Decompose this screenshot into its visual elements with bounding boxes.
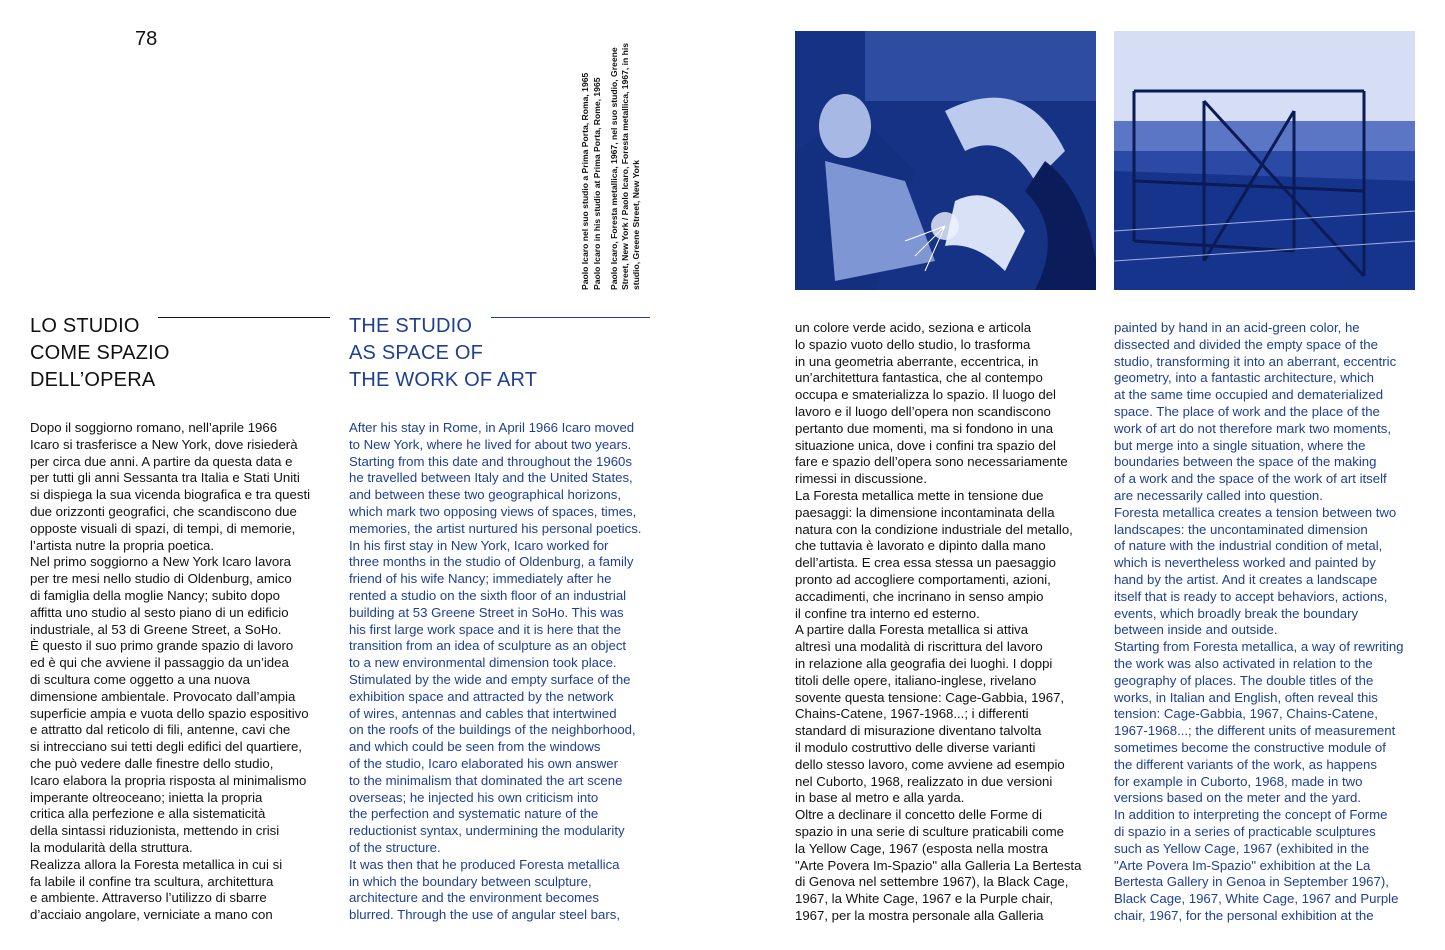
text-line: in una geometria aberrante, eccentrica, in (795, 353, 1039, 369)
text-line: dello stesso lavoro, come avviene ad esempio (795, 756, 1065, 772)
text-line: dell’artista. E crea essa stessa un paesaggio (795, 555, 1056, 571)
text-line: three months in the studio of Oldenburg, a family (349, 554, 634, 570)
text-line: critica alla perfezione e alla sistematicità (30, 806, 266, 822)
text-line: sometimes become the constructive module of (1114, 739, 1386, 755)
text-line: which mark two opposing views of spaces, times, (349, 503, 637, 519)
text-line: landscapes: the uncontaminated dimension (1114, 521, 1368, 537)
text-line: in base al metro e alla yarda. (795, 790, 965, 806)
text-line: fa labile il confine tra scultura, architettura (30, 873, 274, 889)
text-line: lo spazio vuoto dello studio, lo trasforma (795, 336, 1031, 352)
heading-english (349, 313, 537, 394)
text-line: Icaro si trasferisce a New York, dove risiederà (30, 436, 298, 452)
text-line: "Arte Povera Im-Spazio" alla Galleria La Bertesta (795, 857, 1082, 873)
heading-italian-line-3: DELL’OPERA (30, 369, 156, 391)
text-line: he travelled between Italy and the United States, (349, 470, 633, 486)
text-line: In addition to interpreting the concept of Forme (1114, 807, 1388, 823)
text-line: e ambiente. Attraverso l’utilizzo di sbarre (30, 890, 267, 906)
text-line: Starting from Foresta metallica, a way of rewriting (1114, 639, 1404, 655)
text-line: his first large work space and it is here that the (349, 621, 621, 637)
text-line: Icaro elabora la propria risposta al minimalismo (30, 772, 307, 788)
text-line: la modularità della struttura. (30, 839, 193, 855)
text-line: altresì una modalità di riscrittura del lavoro (795, 639, 1043, 655)
text-line: paesaggi: la dimensione incontaminata della (795, 504, 1055, 520)
text-line: che tuttavia è lavorato e dipinto dalla mano (795, 538, 1046, 554)
text-line: per tutti gli anni Sessanta tra Italia e Stati Uniti (30, 470, 300, 486)
text-line: between inside and outside. (1114, 622, 1278, 638)
text-line: imperante oltreoceano; inietta la propria (30, 789, 263, 805)
text-line: which is nevertheless worked and painted by (1114, 555, 1376, 571)
heading-english-line-1: THE STUDIO (349, 315, 473, 337)
text-line: 1967, per la mostra personale alla Galleria (795, 907, 1044, 923)
text-line: Oltre a declinare il concetto delle Forme di (795, 807, 1043, 823)
text-line: memories, the artist nurtured his personal poetics. (349, 520, 642, 536)
text-line: After his stay in Rome, in April 1966 Icaro moved (349, 420, 635, 435)
text-line: for example in Cuborto, 1968, made in two (1114, 773, 1363, 789)
text-line: building at 53 Greene Street in SoHo. This was (349, 604, 624, 620)
text-line: situazione unica, dove i confini tra spazio del (795, 437, 1056, 453)
text-line: La Foresta metallica mette in tensione due (795, 487, 1044, 503)
text-line: of the structure. (349, 839, 441, 855)
heading-italian-line-2: COME SPAZIO (30, 342, 170, 364)
photo-foresta-metallica (1114, 31, 1415, 290)
photo-artist-in-studio (795, 31, 1096, 290)
text-line: work of art do not therefore mark two moments, (1114, 420, 1392, 436)
body-column-english-right (1114, 320, 1420, 925)
text-line: hand by the artist. And it creates a landscape (1114, 571, 1378, 587)
text-line: at the same time occupied and dematerialized (1114, 387, 1384, 403)
text-line: events, which broadly break the boundary (1114, 605, 1359, 621)
text-line: dimensione ambientale. Provocato dall’ampia (30, 688, 296, 704)
text-line: il confine tra interno ed esterno. (795, 605, 980, 621)
text-line: rented a studio on the sixth floor of an industrial (349, 587, 627, 603)
text-line: titoli delle opere, italiano-inglese, rivelano (795, 672, 1037, 688)
text-line: such as Yellow Cage, 1967 (exhibited in the (1114, 840, 1370, 856)
text-line: un’architettura fantastica, che al contempo (795, 370, 1043, 386)
text-line: e attratto dal reticolo di fili, antenne, cavi che (30, 722, 291, 738)
text-line: to a new environmental dimension took place. (349, 655, 617, 671)
body-column-italian-left (30, 420, 330, 925)
text-line: l’artista nutre la propria poetica. (30, 537, 214, 553)
text-line: pertanto due momenti, ma si fondono in una (795, 420, 1054, 436)
text-line: superficie ampia e vuota dello spazio espositivo (30, 705, 309, 721)
text-line: versions based on the meter and the yard. (1114, 790, 1362, 806)
text-line: reductionist syntax, undermining the modularity (349, 823, 625, 839)
text-line: di Genova nel settembre 1967), la Black Cage, (795, 874, 1069, 890)
body-column-italian-right (795, 320, 1095, 925)
text-line: sovente questa tensione: Cage-Gabbia, 1967, (795, 689, 1065, 705)
text-line: Realizza allora la Foresta metallica in cui si (30, 856, 283, 872)
text-line: industriale, al 53 di Greene Street, a SoHo. (30, 621, 282, 637)
text-line: tension: Cage-Gabbia, 1967, Chains-Catene, (1114, 706, 1378, 722)
heading-rule-italian (158, 317, 330, 318)
text-line: to New York, where he lived for about two years. (349, 436, 632, 452)
text-line: in relazione alla geografia dei luoghi. I doppi (795, 655, 1053, 671)
text-line: studio, transforming it into an aberrant, eccentric (1114, 353, 1397, 369)
text-line: are necessarily called into question. (1114, 487, 1323, 503)
text-line: Stimulated by the wide and empty surface of the (349, 671, 631, 687)
text-line: overseas; he injected his own criticism into (349, 789, 599, 805)
text-line: d’acciaio angolare, verniciate a mano con (30, 907, 273, 923)
text-line: of the studio, Icaro elaborated his own answer (349, 755, 619, 771)
heading-rule-english (491, 317, 650, 318)
text-line: fare e spazio dell’opera sono necessariamente (795, 454, 1068, 470)
text-line: works, in Italian and English, often reveal this (1114, 689, 1378, 705)
text-line: but merge into a single situation, where the (1114, 437, 1366, 453)
text-line: and between these two geographical horizons, (349, 487, 621, 503)
text-line: blurred. Through the use of angular steel bars, (349, 907, 621, 923)
text-line: chair, 1967, for the personal exhibition at the (1114, 907, 1374, 923)
text-line: della sintassi riduzionista, mettendo in crisi (30, 823, 280, 839)
text-line: occupa e smaterializza lo spazio. Il luogo del (795, 387, 1056, 403)
text-line: natura con la condizione industriale del metallo, (795, 521, 1073, 537)
text-line: Nel primo soggiorno a New York Icaro lavora (30, 554, 291, 570)
heading-english-line-3: THE WORK OF ART (349, 369, 538, 391)
text-line: il modulo costruttivo delle diverse varianti (795, 739, 1036, 755)
text-line: on the roofs of the buildings of the neighborhood, (349, 722, 636, 738)
caption-line-it: Paolo Icaro nel suo studio a Prima Porta, Roma, 1965 (580, 72, 590, 290)
text-line: to the minimalism that dominated the art scene (349, 772, 623, 788)
text-line: and which could be seen from the windows (349, 739, 601, 755)
text-line: 1967, la White Cage, 1967 e la Purple chair, (795, 891, 1054, 907)
text-line: Chains-Catene, 1967-1968...; i differenti (795, 706, 1029, 722)
text-line: di scultura come oggetto a una nuova (30, 671, 250, 687)
text-line: si intrecciano sui tetti degli edifici del quartiere, (30, 739, 302, 755)
text-line: A partire dalla Foresta metallica si attiva (795, 622, 1029, 638)
text-line: the work was also activated in relation to the (1114, 655, 1373, 671)
text-line: Dopo il soggiorno romano, nell’aprile 1966 (30, 420, 278, 435)
text-line: rimessi in discussione. (795, 471, 927, 487)
text-line: di famiglia della moglie Nancy; subito dopo (30, 587, 280, 603)
text-line: exhibition space and attracted by the network (349, 688, 614, 704)
text-line: due orizzonti geografici, che scandiscono due (30, 503, 297, 519)
heading-italian (30, 313, 170, 394)
text-line: boundaries between the space of the making (1114, 454, 1377, 470)
text-line: che può vedere dalle finestre dello studio, (30, 755, 274, 771)
text-line: È questo il suo primo grande spazio di lavoro (30, 638, 294, 654)
caption-line-foresta: Paolo Icaro, Foresta metallica, 1967, nel suo studio, Greene Street, New York / Paolo Icaro, Foresta metallica, 1967, in his studio, Greene Street, New York (609, 42, 641, 290)
text-line: In his first stay in New York, Icaro worked for (349, 537, 609, 553)
text-line: Starting from this date and throughout the 1960s (349, 453, 632, 469)
text-line: of a work and the space of the work of art itself (1114, 471, 1387, 487)
text-line: opposte visuali di spazi, di tempi, di memorie, (30, 520, 296, 536)
page-number: 78 (135, 28, 158, 50)
text-line: pronto ad accogliere comportamenti, azioni, (795, 571, 1051, 587)
text-line: per circa due anni. A partire da questa data e (30, 453, 293, 469)
text-line: si dispiega la sua vicenda biografica e tra questi (30, 487, 311, 503)
text-line: "Arte Povera Im-Spazio" exhibition at the La (1114, 857, 1371, 873)
text-line: lavoro e il luogo dell’opera non scandiscono (795, 403, 1051, 419)
text-line: in which the boundary between sculpture, (349, 873, 592, 889)
text-line: friend of his wife Nancy; immediately after he (349, 571, 612, 587)
text-line: of wires, antennas and cables that intertwined (349, 705, 617, 721)
text-line: dissected and divided the empty space of the (1114, 336, 1378, 352)
text-line: space. The place of work and the place of the (1114, 403, 1380, 419)
text-line: spazio in una serie di sculture praticabili come (795, 823, 1065, 839)
text-line: Bertesta Gallery in Genoa in September 1967), (1114, 874, 1389, 890)
text-line: standard di misurazione diventano talvolta (795, 723, 1042, 739)
text-line: nel Cuborto, 1968, realizzato in due versioni (795, 773, 1053, 789)
text-line: Foresta metallica creates a tension between two (1114, 504, 1397, 520)
text-line: geometry, into a fantastic architecture, which (1114, 370, 1374, 386)
text-line: 1967-1968...; the different units of measurement (1114, 723, 1396, 739)
text-line: di spazio in a series of practicable sculptures (1114, 823, 1376, 839)
text-line: Black Cage, 1967, White Cage, 1967 and Purple (1114, 891, 1399, 907)
caption-line-en: Paolo Icaro in his studio at Prima Porta, Rome, 1965 (592, 77, 602, 290)
text-line: It was then that he produced Foresta metallica (349, 856, 620, 872)
photo-caption (580, 40, 655, 290)
text-line: per tre mesi nello studio di Oldenburg, amico (30, 571, 292, 587)
text-line: architecture and the environment becomes (349, 890, 599, 906)
text-line: la Yellow Cage, 1967 (esposta nella mostra (795, 840, 1048, 856)
text-line: affitta uno studio al sesto piano di un edificio (30, 604, 289, 620)
text-line: accadimenti, che incrinano in senso ampio (795, 588, 1044, 604)
text-line: painted by hand in an acid-green color, he (1114, 320, 1360, 335)
heading-italian-line-1: LO STUDIO (30, 315, 140, 337)
text-line: transition from an idea of sculpture as an object (349, 638, 627, 654)
text-line: of nature with the industrial condition of metal, (1114, 538, 1383, 554)
text-line: geography of places. The double titles of the (1114, 672, 1374, 688)
text-line: un colore verde acido, seziona e articola (795, 320, 1032, 335)
text-line: ed è qui che avviene il passaggio da un’idea (30, 655, 289, 671)
text-line: itself that is ready to accept behaviors, actions, (1114, 588, 1388, 604)
body-column-english-left (349, 420, 655, 925)
heading-english-line-2: AS SPACE OF (349, 342, 484, 364)
text-line: the perfection and systematic nature of the (349, 806, 599, 822)
text-line: the different variants of the work, as happens (1114, 756, 1377, 772)
